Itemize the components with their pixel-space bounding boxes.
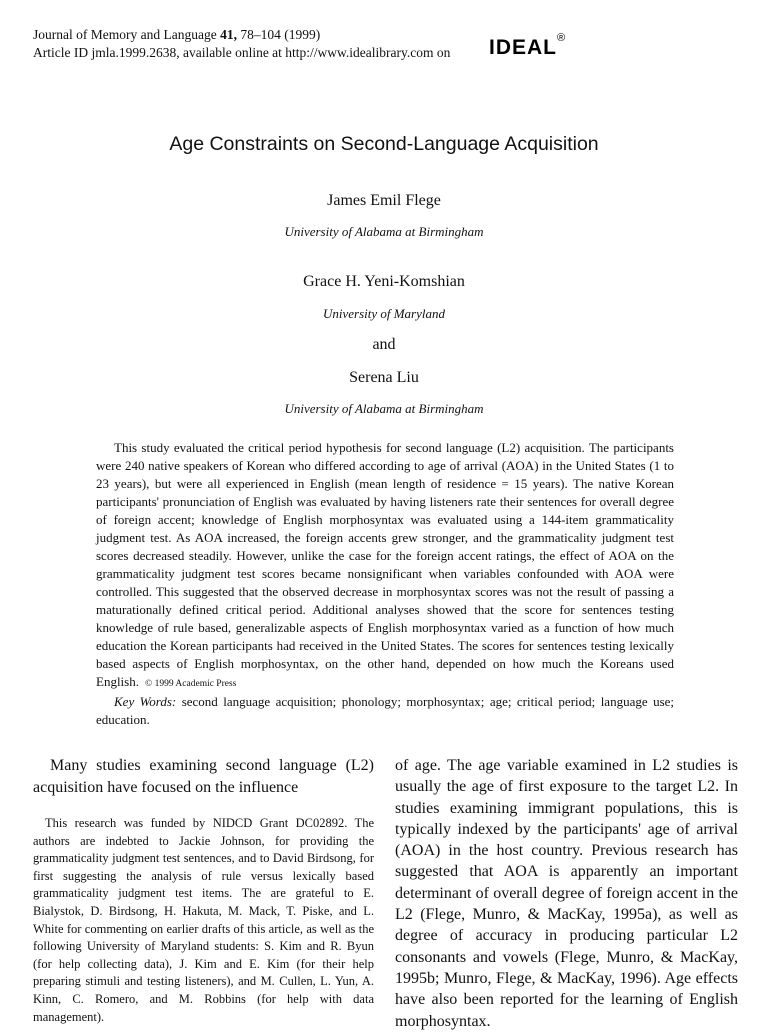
- journal-header: [33, 26, 450, 62]
- abstract-paragraph: [96, 439, 674, 693]
- article-id-line: Article ID jmla.1999.2638, available online at http://www.idealibrary.com on: [33, 45, 451, 60]
- and-separator: and: [372, 336, 396, 353]
- keywords-label: Key Words:: [114, 694, 177, 709]
- abstract: [96, 439, 674, 729]
- pages-year: 78–104 (1999): [236, 27, 321, 42]
- keywords-line: [96, 693, 674, 729]
- author-affiliation: University of Maryland: [322, 306, 446, 321]
- body-paragraph: Many studies examining second language (L2) acquisition have focused on the influence: [33, 757, 374, 796]
- left-column: [33, 755, 374, 1026]
- journal-name: Journal of Memory and Language: [33, 27, 221, 42]
- abstract-text: This study evaluated the critical period hypothesis for second language (L2) acquisition. The participants were 240 native speakers of Korean who differed according to age of arrival (AOA) in the United States (1 to 23 years), but were all experienced in English (mean length of residence = 15 years). The native Korean participants' pronunciation of English was evaluated by having listeners rate their sentences for overall degree of foreign accent; knowledge of English morphosyntax was evaluated using a 144-item grammaticality judgment test. As AOA increased, the foreign accents grew stronger, and the grammaticality judgment test scores decreased steadily. However, unlike the case for the foreign accent ratings, the effect of AOA on the grammaticality judgment test scores became nonsignificant when variables confounded with AOA were controlled. This suggested that the observed decrease in morphosyntax scores was not the result of passing a maturationally defined critical period. Additional analyses showed that the score for sentences testing knowledge of rule based, generalizable aspects of English morphosyntax varied as a function of how much education the Korean participants had received in the United States. The scores for sentences testing lexically based aspects of English morphosyntax, on the other hand, depended on how much the Koreans used English.: [96, 440, 674, 689]
- ideal-logo: [489, 32, 567, 60]
- acknowledgment-footnote: This research was funded by NIDCD Grant DC02892. The authors are indebted to Jackie Johnson, for providing the grammaticality judgment test sentences, and to David Birdsong, for first suggesting the analysis of rule versus lexically based grammaticality judgment test items. The are grateful to E. Bialystok, D. Birdsong, H. Hakuta, M. Mack, T. Piske, and L. White for commenting on earlier drafts of this article, as well as the following University of Maryland students: S. Kim and R. Byun (for help collecting data), J. Kim and E. Kim (for their help preparing stimuli and testing listeners), and M. Cullen, L. Yun, A. Kinn, C. Romero, and M. Robbins (for help with data management).: [33, 816, 374, 1024]
- paper-title: Age Constraints on Second-Language Acquisition: [169, 133, 599, 155]
- logo-text: IDEAL: [489, 36, 557, 59]
- author-affiliation: University of Alabama at Birmingham: [284, 401, 484, 416]
- right-column: [395, 755, 738, 1032]
- author-name: Serena Liu: [349, 369, 419, 386]
- keywords-list: second language acquisition; phonology; morphosyntax; age; critical period; language use; education.: [96, 694, 675, 727]
- citation-line: [33, 26, 450, 44]
- author-name: James Emil Flege: [327, 192, 441, 209]
- copyright-notice: © 1999 Academic Press: [144, 679, 237, 689]
- author-affiliation: University of Alabama at Birmingham: [284, 224, 484, 239]
- author-name: Grace H. Yeni-Komshian: [303, 273, 465, 290]
- volume-number: 41,: [220, 27, 237, 42]
- body-paragraph: of age. The age variable examined in L2 studies is usually the age of first exposure to the target L2. In studies examining immigrant populations, this is typically indexed by the participants' age of arrival (AOA) in the host country. Previous research has suggested that AOA is apparently an important determinant of overall degree of foreign accent in the L2 (Flege, Munro, & MacKay, 1995a), as well as degree of accuracy in producing particular L2 consonants and vowels (Flege, Munro, & MacKay, 1995b; Munro, Flege, & MacKay, 1996). Age effects have also been reported for the learning of English morphosyntax.: [395, 757, 738, 1030]
- registered-mark: ®: [557, 32, 567, 44]
